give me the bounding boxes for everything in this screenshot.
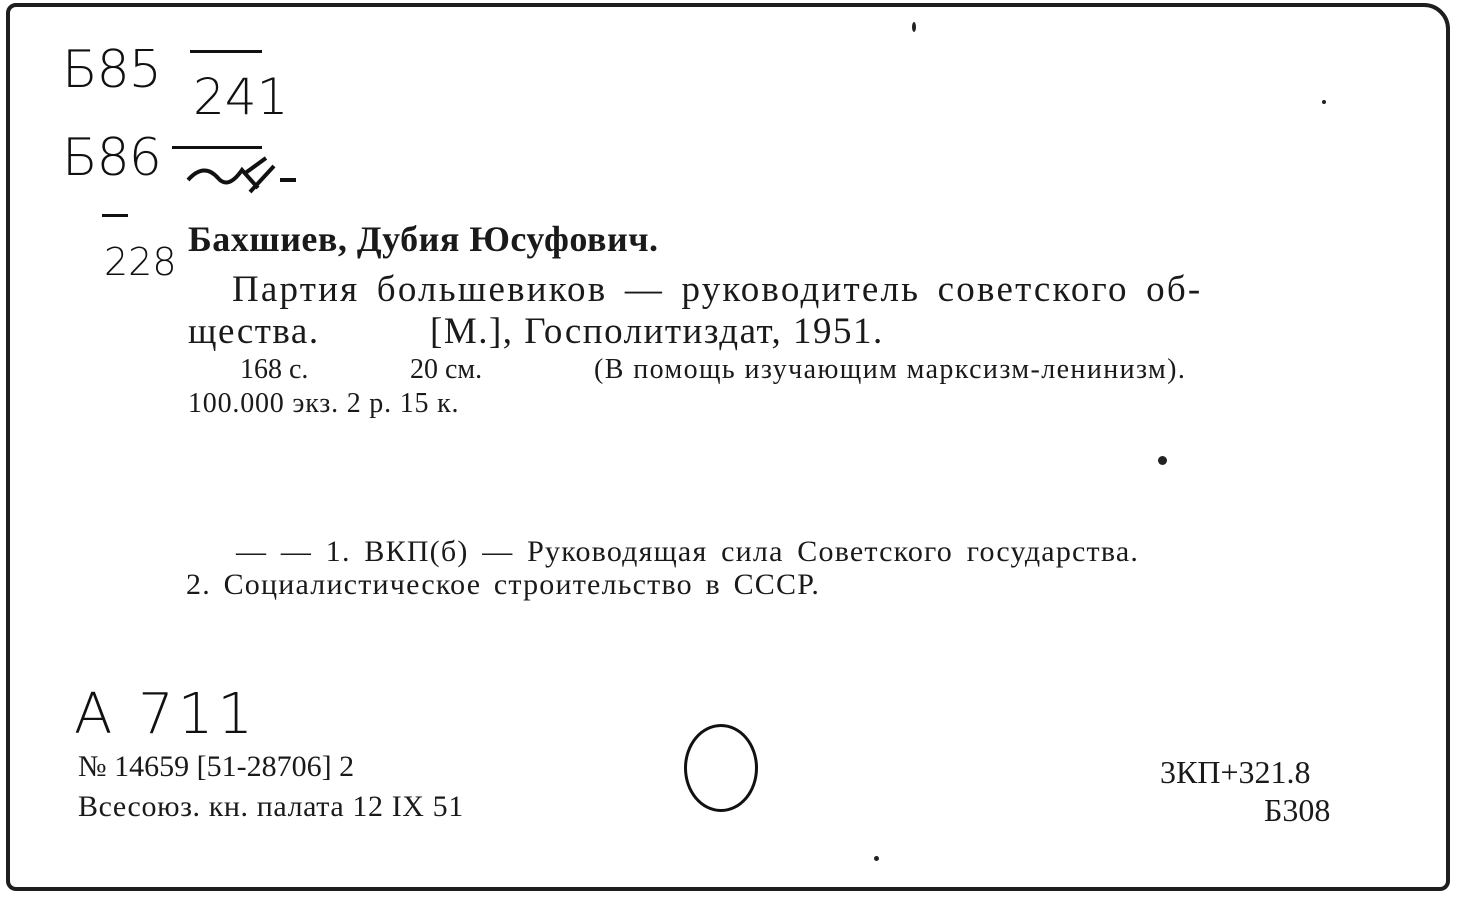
book-size: 20 см. <box>410 354 483 385</box>
ink-speck <box>1322 100 1326 104</box>
ink-speck <box>874 856 879 861</box>
print-run-price: 100.000 экз. 2 р. 15 к. <box>188 388 460 419</box>
handwritten-shelfmark-1: Б85 <box>62 40 161 100</box>
subject-heading-2: 2. Социалистическое строительство в СССР. <box>186 568 821 601</box>
circle-stamp <box>684 724 758 812</box>
book-chamber-note: Всесоюз. кн. палата 12 IX 51 <box>78 790 464 823</box>
handwritten-shelf-number-1: 241 <box>193 68 289 126</box>
handwritten-inventory-mark: А 711 <box>74 682 257 747</box>
author-heading: Бахшиев, Дубия Юсуфович. <box>188 219 659 259</box>
ink-speck <box>1158 456 1167 465</box>
ink-speck <box>912 22 916 32</box>
card-number: № 14659 [51-28706] 2 <box>78 750 355 783</box>
subject-heading-1: — — 1. ВКП(б) — Руководящая сила Советского государства. <box>236 535 1140 568</box>
dash-mark <box>102 214 128 217</box>
handwritten-shelfmark-2: Б86 <box>62 128 161 188</box>
handwritten-shelf-number-2: 228 <box>104 240 177 284</box>
fraction-bar <box>172 146 262 149</box>
author-code: Б308 <box>1264 792 1331 828</box>
title-line-1: Партия большевиков — руководитель советского об- <box>232 269 1203 310</box>
classification-index: 3КП+321.8 <box>1160 754 1311 790</box>
fraction-bar <box>190 50 262 53</box>
imprint: [М.], Госполитиздат, 1951. <box>430 311 884 352</box>
title-line-2: щества. <box>188 311 320 352</box>
series-note: (В помощь изучающим марксизм-ленинизм). <box>594 354 1187 385</box>
page-count: 168 с. <box>240 354 309 385</box>
crossed-out-number <box>184 152 304 202</box>
